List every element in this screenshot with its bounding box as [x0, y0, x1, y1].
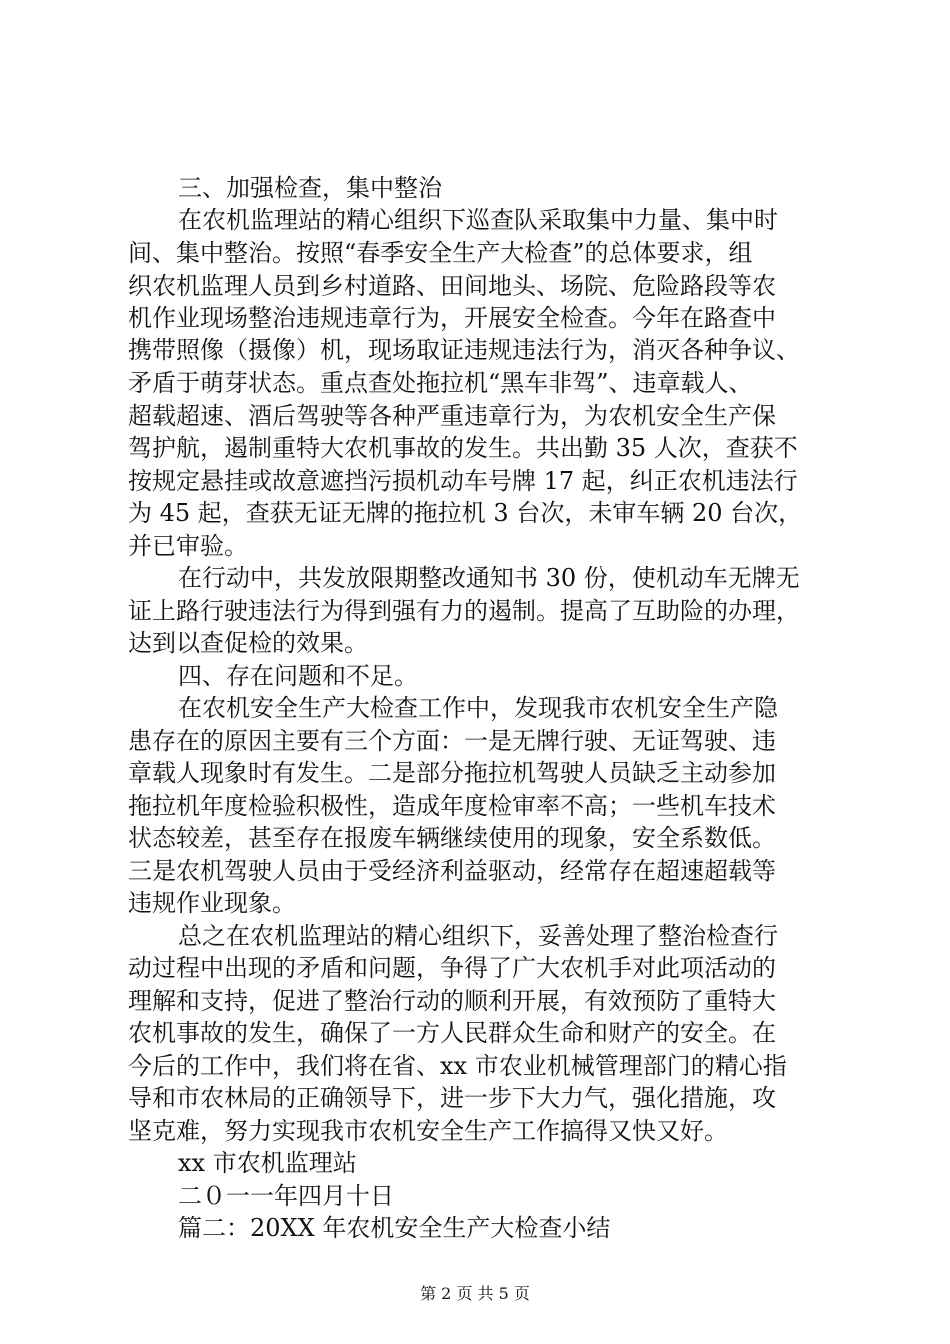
text-line: 织农机监理人员到乡村道路、田间地头、场院、危险路段等农: [128, 272, 776, 300]
text-line: 为 45 起，查获无证无牌的拖拉机 3 台次，未审车辆 20 台次，: [128, 499, 803, 527]
text-line: 农机事故的发生，确保了一方人民群众生命和财产的安全。在: [128, 1019, 776, 1047]
text-line: 患存在的原因主要有三个方面：一是无牌行驶、无证驾驶、违: [128, 727, 776, 755]
text-line: 状态较差，甚至存在报废车辆继续使用的现象，安全系数低。: [128, 824, 776, 852]
signature-organization: xx 市农机监理站: [178, 1149, 357, 1177]
text-line: 在农机监理站的精心组织下巡查队采取集中力量、集中时: [178, 206, 778, 234]
text-line: 矛盾于萌芽状态。重点查处拖拉机“黑车非驾”、违章载人、: [128, 369, 753, 397]
text-line: 理解和支持，促进了整治行动的顺利开展，有效预防了重特大: [128, 987, 776, 1015]
text-line: 达到以查促检的效果。: [128, 629, 368, 657]
text-line: 间、集中整治。按照“春季安全生产大检查”的总体要求，组: [128, 239, 753, 267]
section-heading-3: 三、加强检查，集中整治: [178, 174, 442, 202]
section-heading-4: 四、存在问题和不足。: [178, 662, 418, 690]
next-section-title: 篇二：20XX 年农机安全生产大检查小结: [178, 1214, 611, 1242]
text-line: 机作业现场整治违规违章行为，开展安全检查。今年在路查中: [128, 304, 776, 332]
text-line: 在行动中，共发放限期整改通知书 30 份，使机动车无牌无: [178, 564, 800, 592]
text-line: 总之在农机监理站的精心组织下，妥善处理了整治检查行: [178, 922, 778, 950]
text-line: 章载人现象时有发生。二是部分拖拉机驾驶人员缺乏主动参加: [128, 759, 776, 787]
page-footer: 第 2 页 共 5 页: [420, 1284, 530, 1303]
text-line: 驾护航，遏制重特大农机事故的发生。共出勤 35 人次，查获不: [128, 434, 798, 462]
text-line: 携带照像（摄像）机，现场取证违规违法行为，消灭各种争议、: [128, 336, 800, 364]
text-line: 超载超速、酒后驾驶等各种严重违章行为，为农机安全生产保: [128, 402, 776, 430]
text-line: 按规定悬挂或故意遮挡污损机动车号牌 17 起，纠正农机违法行: [128, 467, 798, 495]
text-line: 导和市农林局的正确领导下，进一步下大力气，强化措施，攻: [128, 1084, 776, 1112]
text-line: 拖拉机年度检验积极性，造成年度检审率不高；一些机车技术: [128, 792, 776, 820]
text-line: 并已审验。: [128, 532, 248, 560]
text-line: 证上路行驶违法行为得到强有力的遏制。提高了互助险的办理，: [128, 597, 800, 625]
signature-date: 二０一一年四月十日: [178, 1182, 394, 1210]
text-line: 动过程中出现的矛盾和问题，争得了广大农机手对此项活动的: [128, 954, 776, 982]
text-line: 违规作业现象。: [128, 889, 296, 917]
text-line: 今后的工作中，我们将在省、xx 市农业机械管理部门的精心指: [128, 1052, 787, 1080]
text-line: 在农机安全生产大检查工作中，发现我市农机安全生产隐: [178, 694, 778, 722]
text-line: 坚克难，努力实现我市农机安全生产工作搞得又快又好。: [128, 1117, 728, 1145]
text-line: 三是农机驾驶人员由于受经济利益驱动，经常存在超速超载等: [128, 857, 776, 885]
